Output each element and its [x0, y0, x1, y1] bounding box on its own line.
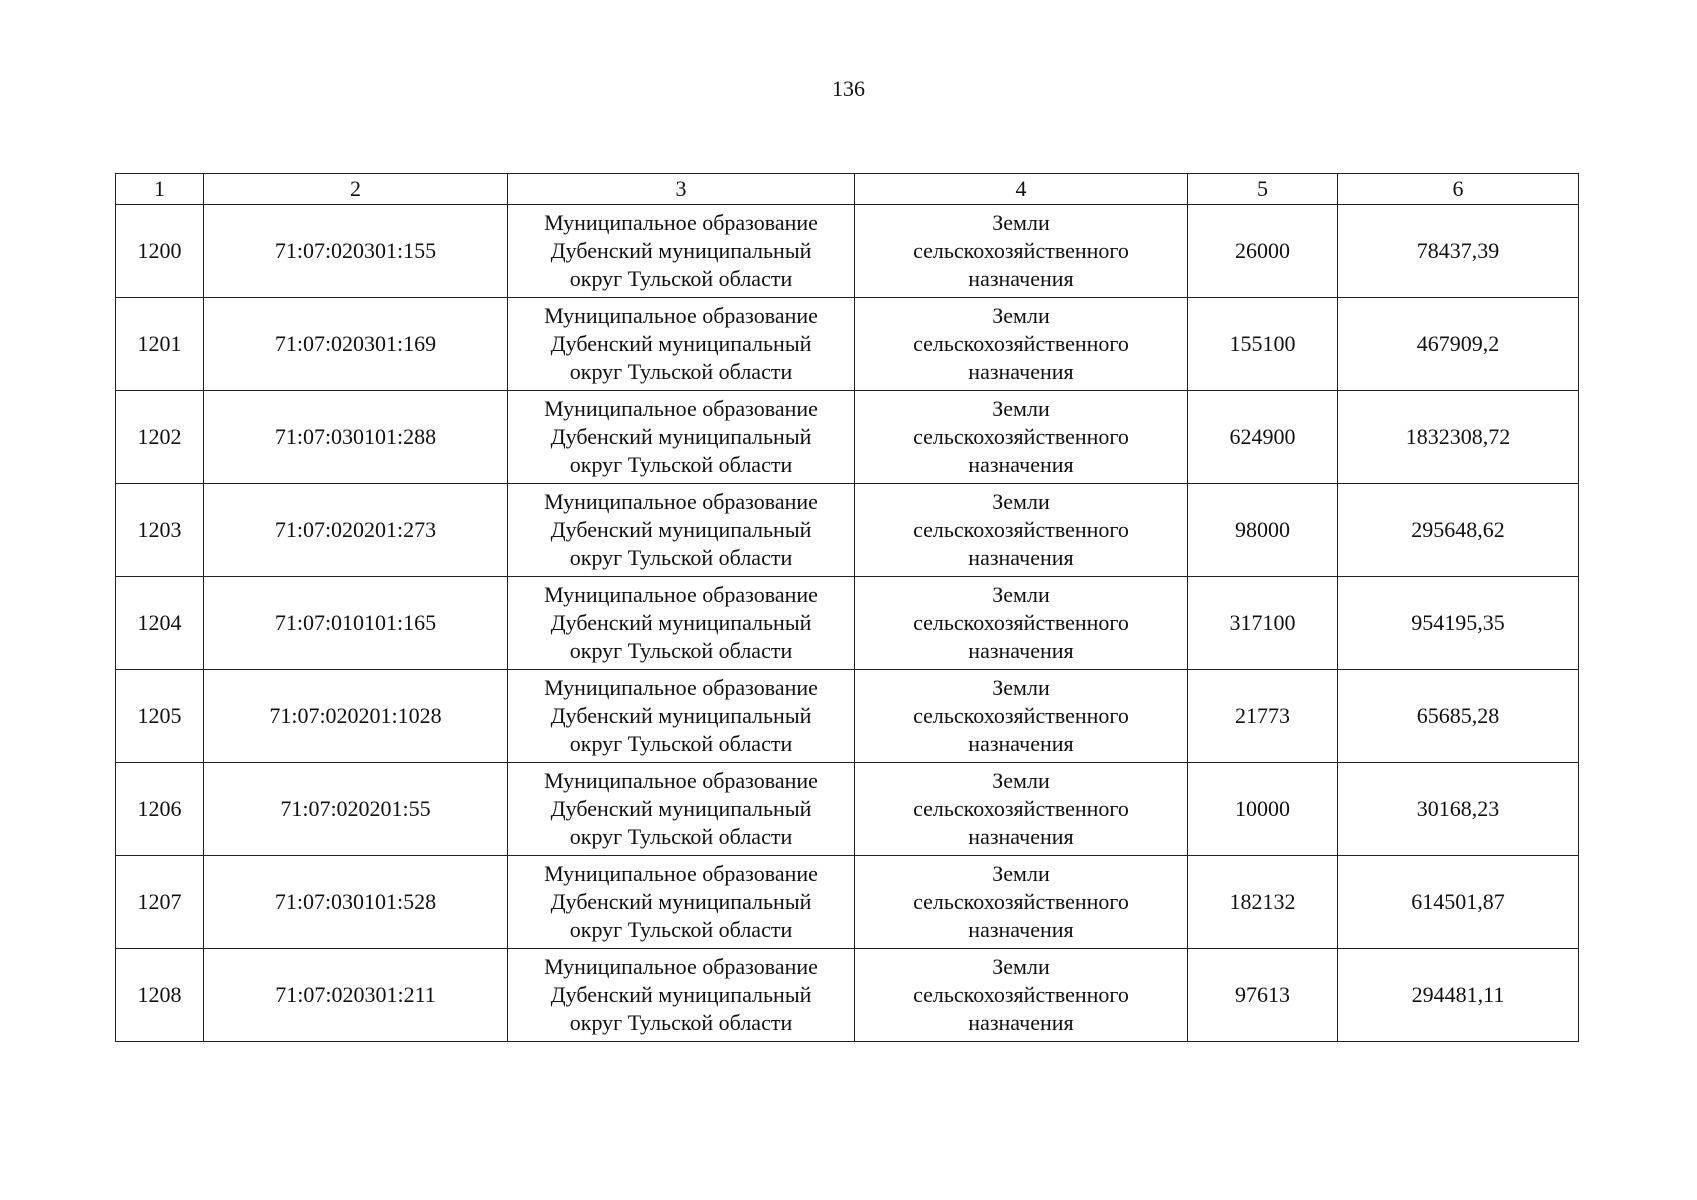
- land-category-cell-line: Земли: [992, 396, 1050, 421]
- row-number-cell: 1203: [116, 484, 204, 577]
- land-category-cell-line: назначения: [968, 824, 1074, 849]
- owner-cell: [508, 391, 855, 484]
- cadastral-number-cell: 71:07:020201:1028: [204, 670, 508, 763]
- owner-cell-line: Дубенский муниципальный: [550, 889, 812, 914]
- cadastral-value-cell: 954195,35: [1338, 577, 1579, 670]
- land-category-cell-line: сельскохозяйственного: [913, 703, 1129, 728]
- area-cell: 98000: [1188, 484, 1338, 577]
- owner-cell-line: Муниципальное образование: [544, 768, 818, 793]
- cadastral-value-cell: 78437,39: [1338, 205, 1579, 298]
- owner-cell-line: Дубенский муниципальный: [550, 331, 812, 356]
- cadastral-number-cell: 71:07:010101:165: [204, 577, 508, 670]
- land-category-cell: [855, 391, 1188, 484]
- owner-cell-line: округ Тульской области: [569, 452, 793, 477]
- owner-cell-line: Муниципальное образование: [544, 582, 818, 607]
- land-category-cell-line: назначения: [968, 452, 1074, 477]
- owner-cell-line: Муниципальное образование: [544, 303, 818, 328]
- owner-cell: [508, 856, 855, 949]
- land-category-cell-line: сельскохозяйственного: [913, 889, 1129, 914]
- owner-cell-line: Дубенский муниципальный: [550, 703, 812, 728]
- owner-cell: [508, 577, 855, 670]
- owner-cell-line: округ Тульской области: [569, 359, 793, 384]
- land-category-cell: [855, 856, 1188, 949]
- cadastral-number-cell: 71:07:020301:155: [204, 205, 508, 298]
- land-category-cell-line: назначения: [968, 266, 1074, 291]
- row-number-cell: 1206: [116, 763, 204, 856]
- owner-cell-line: Дубенский муниципальный: [550, 610, 812, 635]
- owner-cell-line: Муниципальное образование: [544, 489, 818, 514]
- cadastral-value-cell: 467909,2: [1338, 298, 1579, 391]
- cadastral-value-cell: 30168,23: [1338, 763, 1579, 856]
- table-row: [116, 205, 1579, 298]
- cadastral-number-cell: 71:07:030101:288: [204, 391, 508, 484]
- table-body: [116, 174, 1579, 1042]
- land-category-cell-line: Земли: [992, 489, 1050, 514]
- land-category-cell-line: назначения: [968, 638, 1074, 663]
- owner-cell-line: округ Тульской области: [569, 917, 793, 942]
- land-category-cell: [855, 484, 1188, 577]
- table-row: [116, 949, 1579, 1042]
- table-row: [116, 763, 1579, 856]
- row-number-cell: 1202: [116, 391, 204, 484]
- owner-cell-line: округ Тульской области: [569, 545, 793, 570]
- land-category-cell-line: назначения: [968, 1010, 1074, 1035]
- page-number: 136: [832, 76, 865, 101]
- land-category-cell: [855, 298, 1188, 391]
- owner-cell: [508, 670, 855, 763]
- land-category-cell-line: Земли: [992, 861, 1050, 886]
- cadastral-value-cell: 295648,62: [1338, 484, 1579, 577]
- column-header-2: 2: [204, 174, 508, 205]
- column-header-6: 6: [1338, 174, 1579, 205]
- cadastral-number-cell: 71:07:020301:169: [204, 298, 508, 391]
- owner-cell-line: округ Тульской области: [569, 266, 793, 291]
- owner-cell-line: Муниципальное образование: [544, 210, 818, 235]
- land-category-cell-line: назначения: [968, 731, 1074, 756]
- land-category-cell-line: сельскохозяйственного: [913, 424, 1129, 449]
- owner-cell-line: Дубенский муниципальный: [550, 238, 812, 263]
- owner-cell-line: округ Тульской области: [569, 824, 793, 849]
- row-number-cell: 1205: [116, 670, 204, 763]
- header-row: [116, 174, 1579, 205]
- owner-cell-line: округ Тульской области: [569, 731, 793, 756]
- table-row: [116, 670, 1579, 763]
- land-category-cell-line: сельскохозяйственного: [913, 331, 1129, 356]
- land-category-cell: [855, 205, 1188, 298]
- table-row: [116, 856, 1579, 949]
- area-cell: 155100: [1188, 298, 1338, 391]
- owner-cell-line: Дубенский муниципальный: [550, 796, 812, 821]
- cadastral-number-cell: 71:07:020201:55: [204, 763, 508, 856]
- land-category-cell-line: назначения: [968, 545, 1074, 570]
- owner-cell: [508, 205, 855, 298]
- owner-cell: [508, 484, 855, 577]
- table-row: [116, 391, 1579, 484]
- land-category-cell-line: Земли: [992, 303, 1050, 328]
- owner-cell-line: Муниципальное образование: [544, 675, 818, 700]
- owner-cell: [508, 949, 855, 1042]
- owner-cell-line: Муниципальное образование: [544, 954, 818, 979]
- owner-cell-line: Дубенский муниципальный: [550, 517, 812, 542]
- column-header-4: 4: [855, 174, 1188, 205]
- land-category-cell: [855, 577, 1188, 670]
- land-category-cell-line: назначения: [968, 917, 1074, 942]
- land-category-cell-line: сельскохозяйственного: [913, 796, 1129, 821]
- area-cell: 10000: [1188, 763, 1338, 856]
- land-category-cell-line: Земли: [992, 582, 1050, 607]
- land-registry-table: [115, 173, 1579, 1042]
- column-header-3: 3: [508, 174, 855, 205]
- owner-cell-line: Дубенский муниципальный: [550, 982, 812, 1007]
- row-number-cell: 1204: [116, 577, 204, 670]
- area-cell: 182132: [1188, 856, 1338, 949]
- area-cell: 317100: [1188, 577, 1338, 670]
- table-row: [116, 484, 1579, 577]
- land-category-cell-line: сельскохозяйственного: [913, 238, 1129, 263]
- land-category-cell: [855, 763, 1188, 856]
- row-number-cell: 1200: [116, 205, 204, 298]
- owner-cell: [508, 763, 855, 856]
- table-row: [116, 298, 1579, 391]
- owner-cell-line: округ Тульской области: [569, 1010, 793, 1035]
- land-category-cell: [855, 949, 1188, 1042]
- land-category-cell-line: сельскохозяйственного: [913, 610, 1129, 635]
- owner-cell-line: Муниципальное образование: [544, 396, 818, 421]
- area-cell: 21773: [1188, 670, 1338, 763]
- land-category-cell-line: Земли: [992, 210, 1050, 235]
- land-category-cell-line: Земли: [992, 954, 1050, 979]
- cadastral-value-cell: 294481,11: [1338, 949, 1579, 1042]
- cadastral-value-cell: 65685,28: [1338, 670, 1579, 763]
- land-category-cell: [855, 670, 1188, 763]
- land-category-cell-line: Земли: [992, 675, 1050, 700]
- owner-cell-line: Дубенский муниципальный: [550, 424, 812, 449]
- row-number-cell: 1208: [116, 949, 204, 1042]
- owner-cell: [508, 298, 855, 391]
- row-number-cell: 1201: [116, 298, 204, 391]
- cadastral-number-cell: 71:07:020301:211: [204, 949, 508, 1042]
- column-header-5: 5: [1188, 174, 1338, 205]
- area-cell: 97613: [1188, 949, 1338, 1042]
- table-row: [116, 577, 1579, 670]
- cadastral-number-cell: 71:07:020201:273: [204, 484, 508, 577]
- land-category-cell-line: сельскохозяйственного: [913, 517, 1129, 542]
- column-header-1: 1: [116, 174, 204, 205]
- owner-cell-line: округ Тульской области: [569, 638, 793, 663]
- cadastral-value-cell: 1832308,72: [1338, 391, 1579, 484]
- land-category-cell-line: Земли: [992, 768, 1050, 793]
- cadastral-number-cell: 71:07:030101:528: [204, 856, 508, 949]
- row-number-cell: 1207: [116, 856, 204, 949]
- cadastral-value-cell: 614501,87: [1338, 856, 1579, 949]
- owner-cell-line: Муниципальное образование: [544, 861, 818, 886]
- land-category-cell-line: назначения: [968, 359, 1074, 384]
- area-cell: 26000: [1188, 205, 1338, 298]
- land-category-cell-line: сельскохозяйственного: [913, 982, 1129, 1007]
- area-cell: 624900: [1188, 391, 1338, 484]
